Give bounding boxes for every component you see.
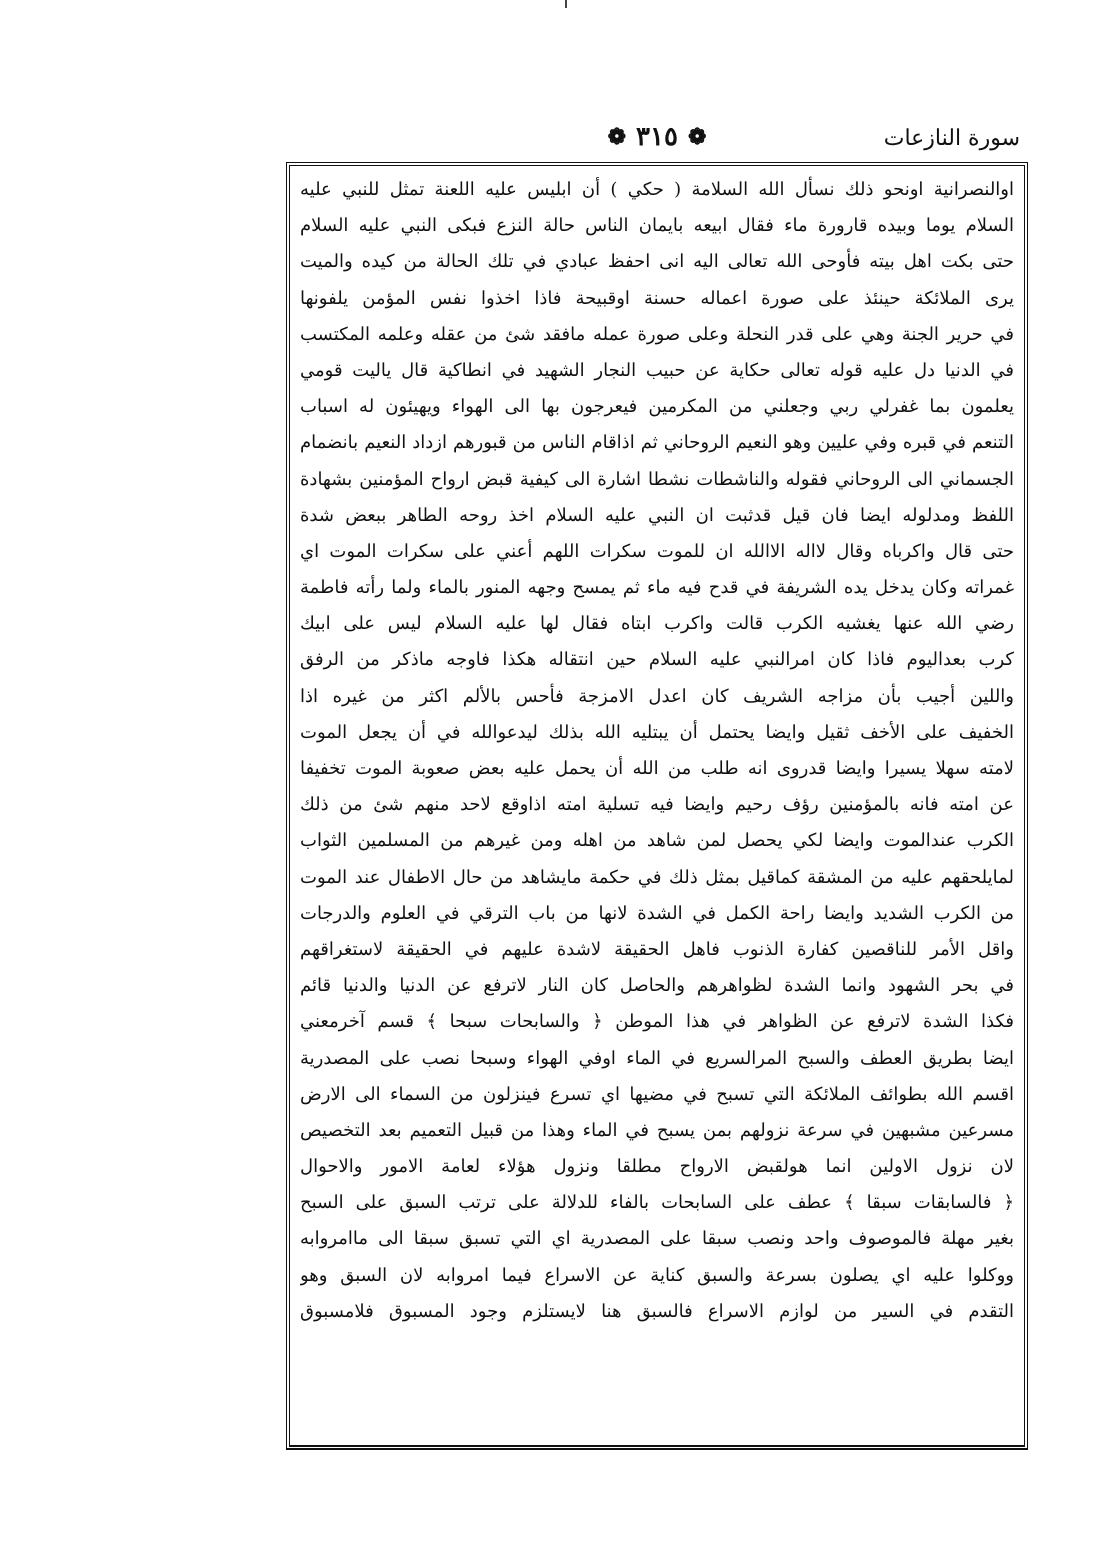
text-line: اقسم الله بطوائف الملائكة التي تسبح في مضيها اي تسرع فينزلون من السماء الى الارض — [300, 1083, 1014, 1105]
text-line: واللين أجيب بأن مزاجه الشريف كان اعدل الامزجة فأحس بالألم اكثر من غيره اذا — [300, 685, 1014, 707]
surah-title: سورة النازعات — [883, 126, 1020, 151]
text-body — [300, 172, 1014, 1438]
page-number-group — [608, 122, 707, 152]
text-line: يرى الملائكة حينئذ على صورة اعماله حسنة اوقبيحة فاذا اخذوا نفس المؤمن يلفونها — [300, 287, 1014, 309]
text-line: في حرير الجنة وهي على قدر النحلة وعلى صورة عمله مافقد شئ من عقله وعلمه المكتسب — [300, 323, 1014, 345]
text-line: في الدنيا دل عليه قوله تعالى حكاية عن حبيب النجار الشهيد في انطاكية قال ياليت قومي — [300, 359, 1014, 381]
text-line: التقدم في السير من لوازم الاسراع فالسبق هنا لايستلزم وجود المسبوق فلامسبوق — [300, 1300, 1014, 1322]
text-line: بغير مهلة فالموصوف واحد ونصب سبقا على المصدرية اي التي تسبق سبقا الى ماامروابه — [300, 1228, 1014, 1250]
text-line: التنعم في قبره وفي عليين وهو النعيم الروحاني ثم اذاقام الناس من قبورهم ازداد النعيم بانضمام — [300, 432, 1014, 454]
text-line: حتى بكت اهل بيته فأوحى الله تعالى اليه انى احفظ عبادي في تلك الحالة من كيده والميت — [300, 251, 1014, 273]
text-line: رضي الله عنها يغشيه الكرب قالت واكرب ابتاه فقال لها عليه السلام ليس على ابيك — [300, 613, 1014, 635]
text-line: اوالنصرانية اونحو ذلك نسأل الله السلامة ( حكي ) أن ابليس عليه اللعنة تمثل للنبي عليه — [300, 179, 1014, 200]
text-line: لمايلحقهم عليه من المشقة كماقيل بمثل ذلك في حكمة مايشاهد من حال الاطفال عند الموت — [300, 866, 1014, 888]
text-line: السلام يوما وبيده قارورة ماء فقال ابيعه بايمان الناس حالة النزع فبكى النبي عليه السلام — [300, 215, 1014, 237]
page-header — [286, 122, 1028, 162]
text-line: الكرب عندالموت وايضا لكي يحصل لمن شاهد من اهله ومن غيرهم من المسلمين الثواب — [300, 830, 1014, 852]
text-line: ووكلوا عليه اي يصلون بسرعة والسبق كناية عن الاسراع فيما امروابه لان السبق وهو — [300, 1264, 1014, 1286]
ornament-right-icon: ❁ — [687, 124, 707, 150]
text-line: مسرعين مشبهين في سرعة نزولهم بمن يسبح في الماء وهذا من قبيل التعميم بعد التخصيص — [300, 1119, 1014, 1141]
text-line: ايضا بطريق العطف والسبح المرالسريع في الماء اوفي الهواء وسبحا نصب على المصدرية — [300, 1047, 1014, 1069]
text-line: عن امته فانه بالمؤمنين رؤف رحيم وايضا فيه تسلية امته اذاوقع لاحد منهم شئ من ذلك — [300, 794, 1014, 816]
text-line: الخفيف على الأخف ثقيل وايضا يحتمل أن يبتليه الله بذلك ليدعوالله في أن يجعل الموت — [300, 721, 1014, 743]
text-line: لامته سهلا يسيرا وايضا قدروى انه طلب من الله أن يحمل عليه بعض صعوبة الموت تخفيفا — [300, 758, 1014, 779]
text-line: فكذا الشدة لاترفع عن الظواهر في هذا الموطن ﴿ والسابحات سبحا ﴾ قسم آخرمعني — [300, 1011, 1014, 1033]
text-line: من الكرب الشديد وايضا راحة الكمل في الشدة لانها من باب الترقي في العلوم والدرجات — [300, 902, 1014, 924]
text-line: لان نزول الاولين انما هولقبض الارواح مطلقا ونزول هؤلاء لعامة الامور والاحوال — [300, 1156, 1014, 1178]
text-line: يعلمون بما غفرلي ربي وجعلني من المكرمين فيعرجون بها الى الهواء ويهيئون له اسباب — [300, 396, 1014, 418]
text-line: واقل الأمر للناقصين كفارة الذنوب فاهل الحقيقة لاشدة عليهم في الحقيقة لاستغراقهم — [300, 938, 1014, 960]
text-line: كرب بعداليوم فاذا كان امرالنبي عليه السلام حين انتقاله هكذا فاوجه ماذكر من الرفق — [300, 649, 1014, 671]
ornament-left-icon: ❁ — [607, 124, 627, 150]
text-line: حتى قال واكرباه وقال لااله الاالله ان للموت سكرات اللهم أعني على سكرات الموت اي — [300, 540, 1014, 562]
text-line: غمراته وكان يدخل يده الشريفة في قدح فيه ماء ثم يمسح وجهه المنور بالماء ولما رأته فاطمة — [300, 577, 1014, 599]
scan-mark — [565, 0, 567, 8]
page-number: ٣١٥ — [636, 122, 678, 152]
text-line: ﴿ فالسابقات سبقا ﴾ عطف على السابحات بالفاء للدلالة على ترتب السبق على السبح — [300, 1192, 1014, 1214]
text-line: الجسماني الى الروحاني فقوله والناشطات نشطا اشارة الى كيفية قبض ارواح المؤمنين بشهادة — [300, 468, 1014, 490]
text-line: في بحر الشهود وانما الشدة لظواهرهم والحاصل كان النار لاترفع عن الدنيا والدنيا قائم — [300, 975, 1014, 997]
text-line: اللفظ ومدلوله ايضا فان قيل قدثبت ان النبي عليه السلام اخذ روحه الطاهر ببعض شدة — [300, 504, 1014, 526]
